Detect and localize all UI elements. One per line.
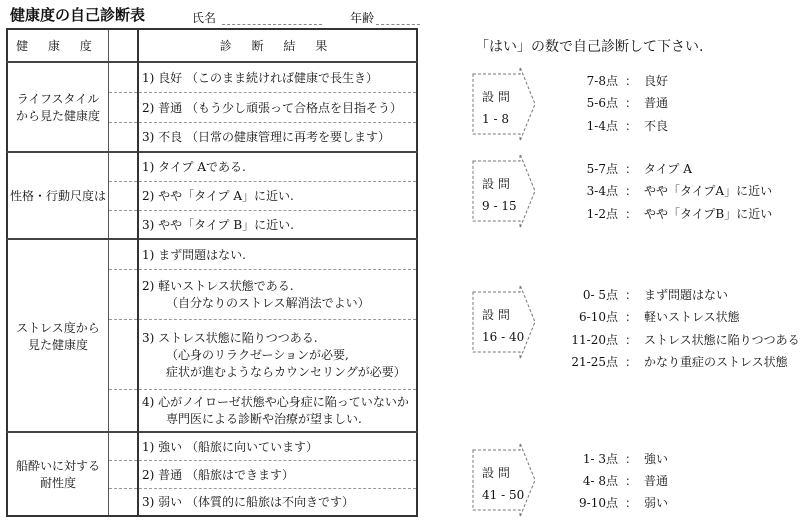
category-cell [7, 62, 109, 152]
question-label: 設 問 [482, 308, 510, 322]
score-result: やや「タイプB」に近い [644, 207, 773, 221]
result-text: 1) まず問題はない. [142, 247, 246, 262]
score-row [560, 494, 668, 511]
result-cell [138, 319, 417, 389]
colon: ： [624, 207, 637, 221]
colon: ： [624, 74, 637, 88]
check-cell[interactable] [109, 239, 139, 269]
result-cell [138, 488, 417, 516]
score-result: タイプ A [644, 162, 692, 176]
result-text: （自分なりのストレス解消法でよい） [166, 296, 370, 310]
result-text: 3) やや「タイプ B」に近い. [142, 217, 294, 232]
category-cell [7, 152, 109, 239]
colon: ： [624, 288, 637, 302]
score-row [560, 450, 668, 467]
check-cell[interactable] [109, 62, 139, 92]
colon: ： [624, 162, 637, 176]
category-text: 性格・行動尺度は [9, 189, 106, 203]
header-result: 診 断 結 果 [138, 29, 417, 62]
score-row [560, 472, 668, 489]
result-cell [138, 122, 417, 152]
score-points: 0- 5点 [582, 288, 618, 302]
result-text: 3) 弱い （体質的に船旅は不向きです） [142, 495, 354, 510]
result-cell [138, 239, 417, 269]
score-row [560, 182, 772, 199]
score-row [560, 117, 668, 134]
score-result: 強い [644, 452, 669, 466]
check-cell[interactable] [109, 488, 139, 516]
score-result: まず問題はない [644, 288, 729, 302]
result-text: 1) 強い （船旅に向いています） [142, 439, 318, 454]
colon: ： [624, 184, 637, 198]
question-range-box [470, 153, 540, 229]
score-points: 1- 3点 [582, 452, 618, 466]
category-cell [7, 432, 109, 516]
score-result: 弱い [644, 496, 669, 510]
table-row [7, 62, 417, 92]
score-result: 普通 [644, 474, 669, 488]
score-row [560, 353, 788, 370]
category-text: ストレス度から [16, 320, 100, 335]
result-cell [138, 269, 417, 319]
score-points: 7-8点 [586, 74, 618, 88]
result-text: （心身のリラクゼーションが必要, [166, 347, 349, 362]
score-points: 3-4点 [586, 184, 618, 198]
score-result: やや「タイプA」に近い [644, 184, 773, 198]
check-cell[interactable] [109, 210, 139, 239]
score-points: 21-25点 [571, 355, 618, 369]
result-cell [138, 92, 417, 122]
result-text: 4) 心がノイローゼ状態や心身症に陥っていないか [142, 395, 409, 410]
age-field[interactable] [376, 24, 420, 25]
score-row [560, 205, 772, 222]
result-cell [138, 62, 417, 92]
result-text: 3) ストレス状態に陥りつつある. [142, 330, 318, 345]
result-text: 1) 良好 （このまま続ければ健康で長生き） [142, 70, 378, 85]
category-text: ライフスタイル [16, 92, 100, 106]
score-result: 普通 [644, 96, 669, 110]
check-cell[interactable] [109, 122, 139, 152]
result-cell [138, 181, 417, 210]
result-cell [138, 389, 417, 432]
colon: ： [624, 96, 637, 110]
score-points: 9-10点 [579, 496, 618, 510]
question-range: 41 - 50 [482, 488, 525, 502]
colon: ： [624, 355, 637, 369]
score-points: 1-4点 [586, 119, 618, 133]
result-text: 2) 軽いストレス状態である. [142, 279, 294, 293]
scoring-title: 「はい」の数で自己診断して下さい. [475, 39, 704, 55]
score-row [560, 94, 668, 111]
category-text: 見た健康度 [27, 337, 88, 352]
colon: ： [624, 119, 637, 133]
score-row [560, 308, 740, 325]
score-result: 良好 [644, 74, 669, 88]
colon: ： [624, 310, 637, 324]
colon: ： [624, 452, 637, 466]
document-title: 健康度の自己診断表 [10, 6, 146, 24]
check-cell[interactable] [109, 460, 139, 488]
result-cell [138, 460, 417, 488]
question-range: 16 - 40 [482, 330, 525, 344]
result-text: 症状が進むようならカウンセリングが必要） [166, 364, 406, 379]
category-cell [7, 239, 109, 432]
question-range-box [470, 442, 540, 518]
result-cell [138, 152, 417, 181]
category-text: 耐性度 [39, 476, 76, 490]
score-result: 軽いストレス状態 [644, 310, 740, 324]
diagnosis-table [6, 28, 418, 517]
colon: ： [624, 333, 637, 347]
check-cell[interactable] [109, 432, 139, 460]
age-label: 年齢 [350, 11, 375, 25]
score-result: かなり重症のストレス状態 [644, 355, 788, 369]
result-text: 2) やや「タイプ A」に近い. [142, 189, 294, 203]
name-field[interactable] [222, 24, 322, 25]
table-row [7, 152, 417, 181]
question-range: 9 - 15 [482, 199, 517, 213]
colon: ： [624, 496, 637, 510]
score-points: 4- 8点 [582, 474, 618, 488]
score-points: 1-2点 [586, 207, 618, 221]
result-text: 3) 不良 （日常の健康管理に再考を要します） [142, 130, 390, 145]
score-result: 不良 [644, 119, 669, 133]
score-row [560, 286, 728, 303]
score-points: 5-6点 [586, 96, 618, 110]
score-row [560, 160, 692, 177]
score-row [560, 331, 800, 348]
check-cell[interactable] [109, 269, 139, 319]
result-text: 1) タイプ Aである. [142, 160, 246, 175]
question-range-box [470, 66, 540, 142]
result-text: 専門医による診断や治療が望ましい. [166, 412, 362, 427]
check-cell[interactable] [109, 319, 139, 389]
check-cell[interactable] [109, 181, 139, 210]
category-text: 船酔いに対する [15, 459, 100, 473]
result-cell [138, 432, 417, 460]
colon: ： [624, 474, 637, 488]
table-header-row [7, 29, 417, 62]
score-result: ストレス状態に陥りつつある [644, 333, 800, 347]
name-label: 氏名 [192, 11, 217, 25]
check-cell[interactable] [109, 152, 139, 181]
category-text: から見た健康度 [15, 109, 100, 123]
result-text: 2) 普通 （もう少し頑張って合格点を目指そう） [142, 100, 402, 115]
question-label: 設 問 [482, 466, 510, 480]
question-label: 設 問 [482, 90, 510, 104]
table-row [7, 432, 417, 460]
score-points: 6-10点 [579, 310, 618, 324]
score-points: 11-20点 [571, 333, 618, 347]
score-row [560, 72, 668, 89]
question-range-box [470, 284, 540, 360]
question-label: 設 問 [482, 177, 510, 191]
question-range: 1 - 8 [482, 112, 509, 126]
header-health: 健 康 度 [7, 29, 109, 62]
check-cell[interactable] [109, 389, 139, 432]
result-text: 2) 普通 （船旅はできます） [142, 467, 294, 482]
table-row [7, 239, 417, 269]
score-points: 5-7点 [586, 162, 618, 176]
header-blank [109, 29, 139, 62]
check-cell[interactable] [109, 92, 139, 122]
result-cell [138, 210, 417, 239]
